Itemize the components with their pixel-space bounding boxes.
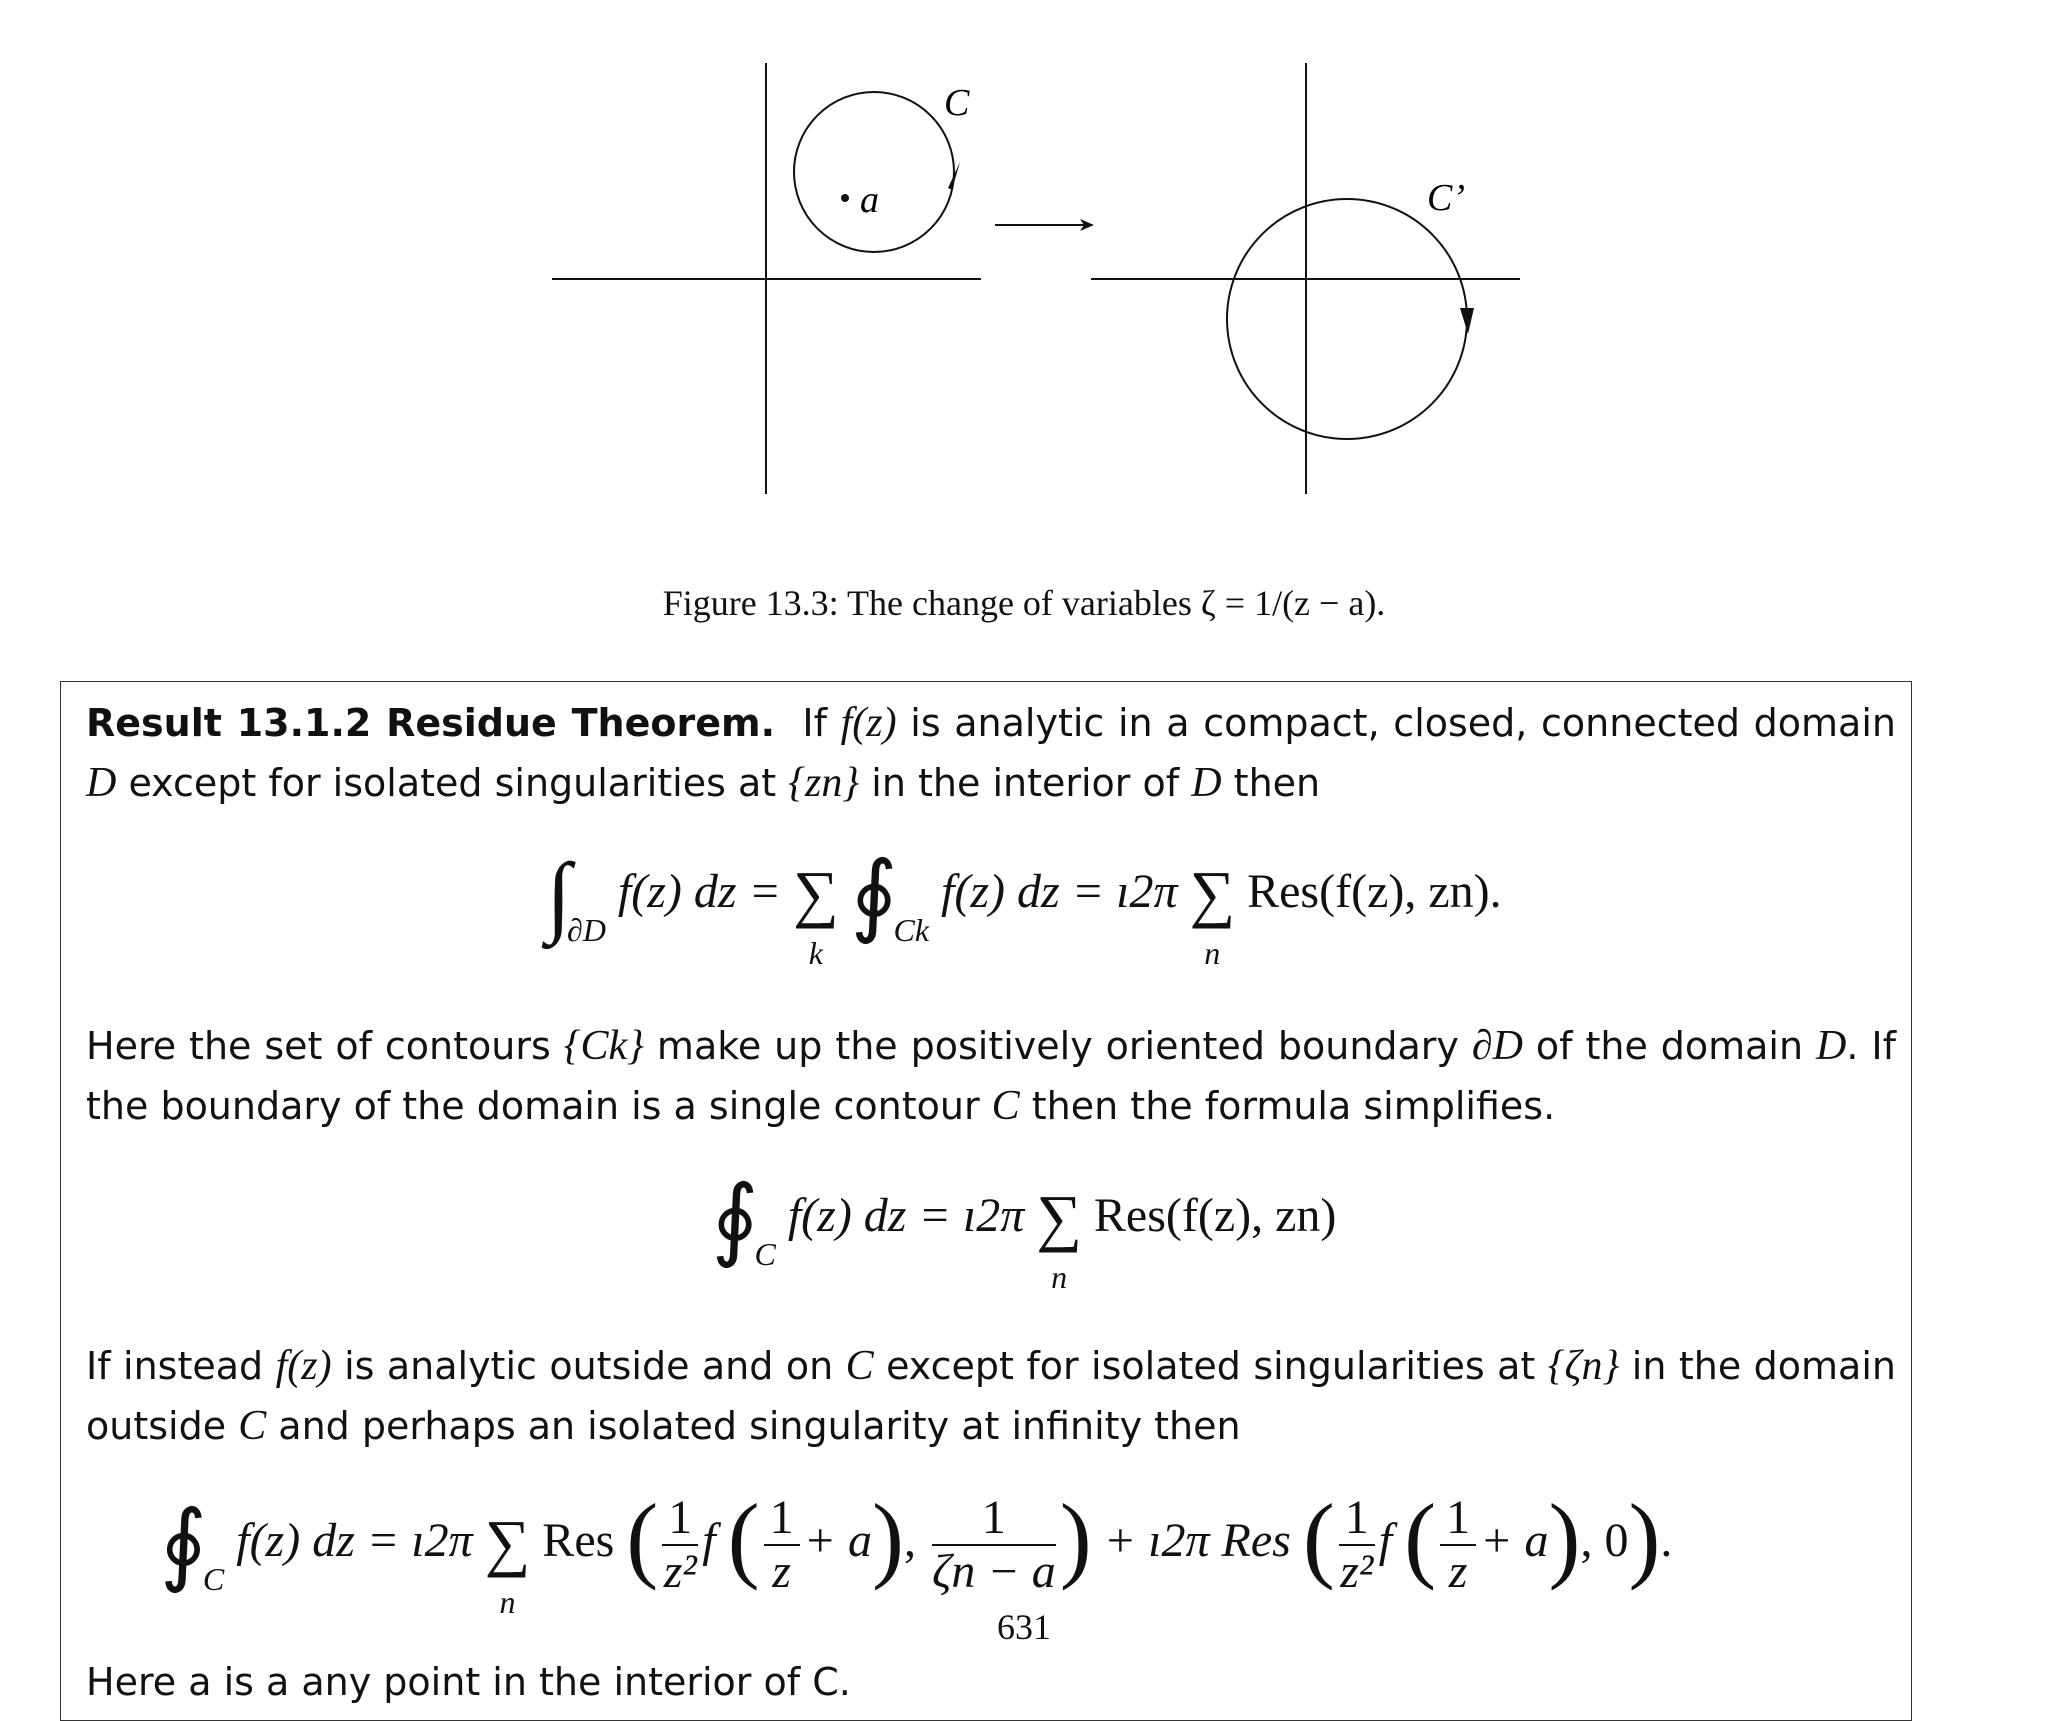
text: then <box>1233 761 1321 805</box>
label-contour-c: C <box>944 82 970 124</box>
math-fz: f(z) <box>275 1343 332 1389</box>
interior-point-note: Here a is a any point in the interior of C. <box>86 1660 851 1704</box>
change-of-variables-figure <box>0 0 2048 560</box>
math-zn-set: {zn} <box>788 760 860 806</box>
label-contour-c-prime: C’ <box>1427 177 1465 219</box>
theorem-heading: Result 13.1.2 Residue Theorem. <box>86 701 776 745</box>
function-f: f <box>1378 1514 1393 1567</box>
plus-a: + a <box>803 1514 872 1567</box>
fraction-numerator: 1 <box>1440 1492 1476 1546</box>
eq1-rhs: Res(f(z), zn). <box>1247 865 1502 918</box>
theorem-statement <box>86 693 1896 813</box>
period: . <box>1660 1514 1673 1567</box>
plus-a: + a <box>1480 1514 1549 1567</box>
text: then the formula simplifies. <box>1031 1084 1556 1128</box>
text: If instead <box>86 1344 264 1388</box>
math-D: D <box>1816 1023 1847 1069</box>
contour-integral-subscript: Ck <box>893 912 930 948</box>
eq3-middle: + ı2π Res <box>1103 1514 1291 1567</box>
contour-integral-subscript: C <box>754 1236 776 1272</box>
math-zeta-set: {ζn} <box>1547 1343 1620 1389</box>
sum-subscript: n <box>499 1584 516 1620</box>
equation-residue-theorem: $\int_{\partial D}$ f(z) dz = ∑ k $∮_{Ck}$ f(z) dz = ı2π ∑ n Res(f(z), zn). <box>546 846 1502 971</box>
math-boundary-D: ∂D <box>1471 1023 1523 1069</box>
text: in the interior of <box>871 761 1180 805</box>
fraction-denominator: z <box>772 1544 791 1598</box>
sum-subscript: n <box>1051 1259 1068 1295</box>
fraction-denominator: ζn − a <box>931 1544 1056 1598</box>
fraction-numerator: 1 <box>932 1492 1056 1546</box>
eq2-lhs: f(z) dz = ı2π <box>787 1189 1025 1242</box>
text: is analytic outside and on <box>344 1344 834 1388</box>
contour-c-prime-circle <box>1227 199 1467 439</box>
figure-caption: Figure 13.3: The change of variables ζ = 1/(z − a). <box>662 583 1386 623</box>
text: Here the set of contours <box>86 1024 551 1068</box>
text: and perhaps an isolated singularity at infinity then <box>278 1404 1241 1448</box>
point-a-dot <box>841 194 849 202</box>
fraction-denominator: z² <box>663 1544 697 1598</box>
sum-subscript: k <box>808 935 823 971</box>
math-D: D <box>1191 760 1222 806</box>
contour-integral-subscript: C <box>202 1561 225 1597</box>
label-point-a: a <box>860 179 879 221</box>
page-number: 631 <box>997 1607 1051 1647</box>
text: except for isolated singularities at <box>128 761 777 805</box>
text: of the domain <box>1535 1024 1804 1068</box>
equation-single-contour: $∮_C$ f(z) dz = ı2π ∑ n Res(f(z), zn) <box>711 1170 1337 1295</box>
text: is analytic in a compact, closed, connected domain <box>910 701 1896 745</box>
math-fz: f(z) <box>840 700 897 746</box>
math-C: C <box>845 1343 874 1389</box>
sum-subscript: n <box>1204 935 1221 971</box>
fraction-denominator: z² <box>1340 1544 1374 1598</box>
math-Ck-set: {Ck} <box>563 1023 644 1069</box>
text: make up the positively oriented boundary <box>656 1024 1459 1068</box>
equation-outside-contour: $∮_C$ f(z) dz = ı2π ∑ n Res ( $\frac{1}{\text{z²}}$ f ( $\frac{1}{z}$ + a), $\frac{1}{\zeta n - a}$ ) + ı2π Res ( $\frac{1}{\text{z²}}$ f ( $\frac{1}{z}$ + a), 0). <box>160 1484 1673 1620</box>
eq3-lhs: f(z) dz = ı2π <box>236 1514 473 1567</box>
outside-paragraph <box>86 1336 1896 1456</box>
fraction-numerator: 1 <box>1339 1492 1375 1546</box>
contour-c-prime-direction-arrow <box>1460 308 1474 334</box>
math-C: C <box>991 1083 1020 1129</box>
math-D: D <box>86 760 117 806</box>
fraction-numerator: 1 <box>764 1492 800 1546</box>
fraction-denominator: z <box>1448 1544 1468 1598</box>
zero: , 0 <box>1580 1514 1629 1567</box>
fraction-numerator: 1 <box>662 1492 698 1546</box>
function-f: f <box>702 1514 716 1567</box>
integral-subscript: ∂D <box>567 912 606 948</box>
residue-operator: Res <box>542 1514 615 1567</box>
text: except for isolated singularities at <box>886 1344 1536 1388</box>
text: . If the boundary of the domain is a single contour <box>86 1024 1896 1128</box>
math-C: C <box>238 1403 267 1449</box>
boundary-paragraph <box>86 1016 1896 1136</box>
contour-c-circle <box>794 92 954 252</box>
text: If <box>802 701 827 745</box>
text: in the domain outside <box>86 1344 1896 1448</box>
eq2-rhs: Res(f(z), zn) <box>1093 1189 1337 1242</box>
eq1-lhs: f(z) dz = <box>617 865 781 918</box>
eq1-middle: f(z) dz = ı2π <box>941 865 1178 918</box>
